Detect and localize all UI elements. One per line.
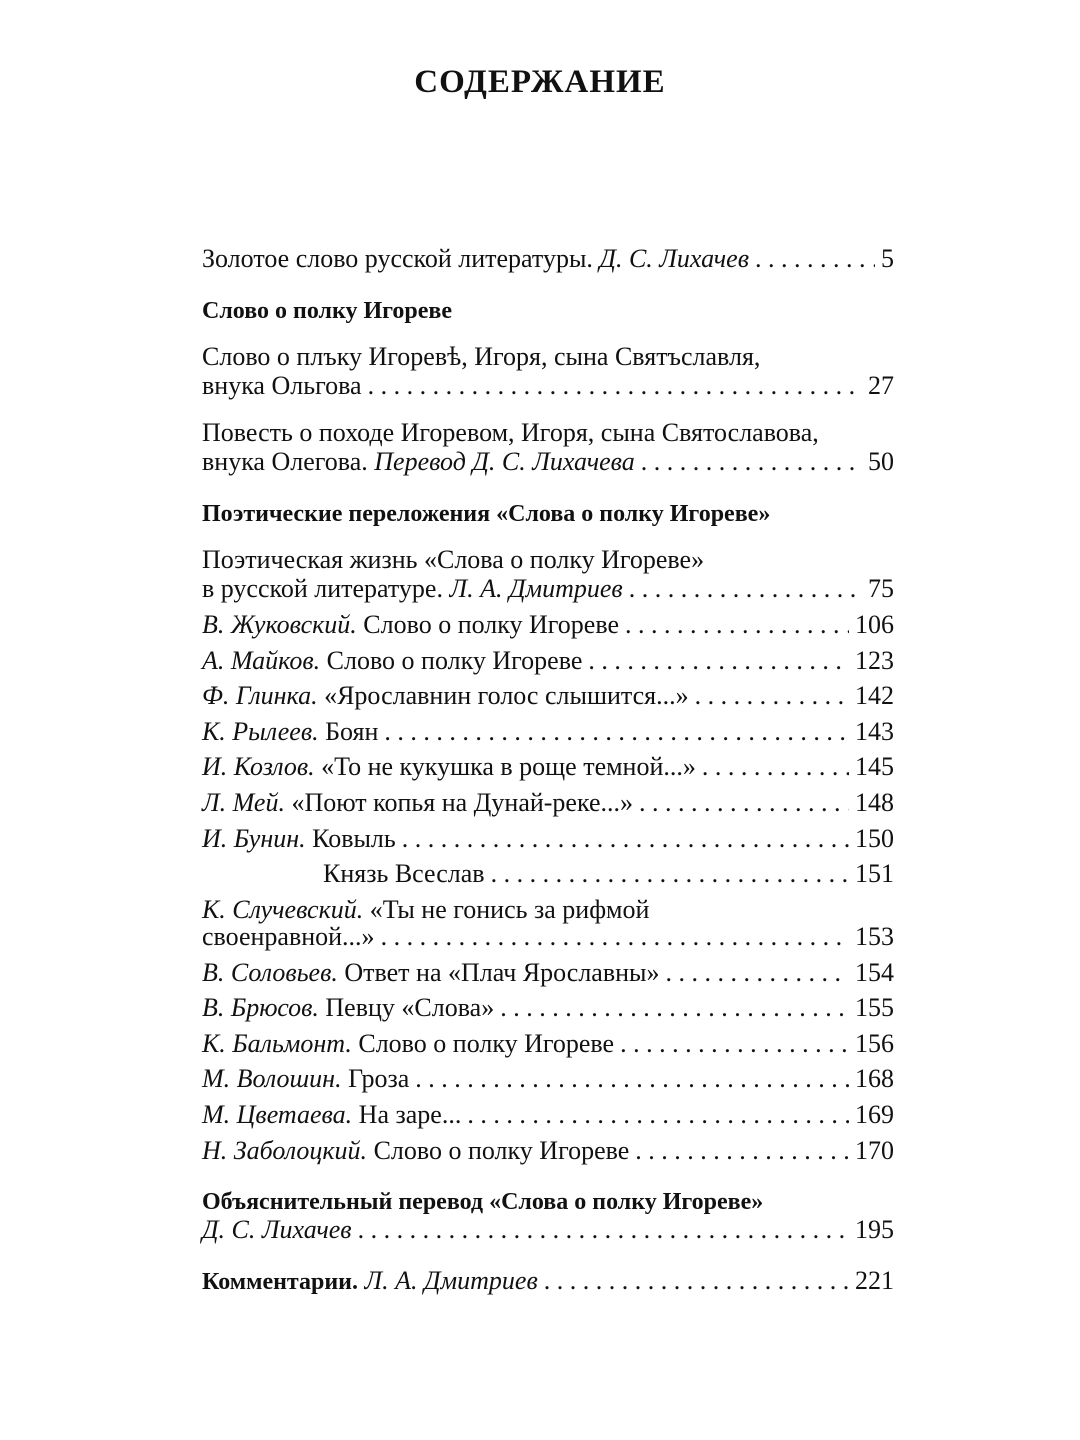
dot-leader [641, 447, 862, 477]
toc-entry-intro [202, 244, 894, 274]
entry-author: К. Случевский. [202, 895, 364, 924]
page-number: 150 [855, 824, 894, 853]
toc-entry [202, 646, 894, 676]
entry-title: Ковыль [312, 824, 396, 853]
page-number: 148 [855, 788, 894, 817]
page-number: 142 [855, 681, 894, 710]
entry-title-line2: внука Ольгова [202, 371, 362, 400]
entry-title-line2: внука Олегова. [202, 447, 368, 476]
entry-title: «То не кукушка в роще темной...» [321, 752, 696, 781]
entry-title: «Ты не гонись за рифмой [369, 895, 650, 924]
page-number: 195 [855, 1215, 894, 1244]
page-number: 169 [855, 1100, 894, 1129]
entry-author: И. Козлов. [202, 752, 315, 781]
entry-author: К. Бальмонт. [202, 1029, 352, 1058]
page-number: 75 [868, 574, 894, 603]
toc-entry-translation [202, 447, 894, 477]
dot-leader [491, 859, 849, 889]
entry-author: К. Рылеев. [202, 717, 319, 746]
entry-title-line1: Слово о плъку Игоревѣ, Игоря, сына Святъславля, [202, 342, 761, 371]
entry-title: Князь Всеслав [323, 859, 485, 888]
dot-leader [358, 1215, 849, 1245]
toc-entry [202, 1029, 894, 1059]
page-title: СОДЕРЖАНИЕ [414, 64, 666, 100]
dot-leader [381, 922, 849, 952]
entry-author: Перевод Д. С. Лихачева [374, 447, 635, 476]
entry-author: М. Волошин. [202, 1064, 342, 1093]
entry-author: В. Жуковский. [202, 610, 357, 639]
dot-leader [625, 610, 849, 640]
entry-title-line1: Повесть о походе Игоревом, Игоря, сына Святославова, [202, 418, 819, 447]
entry-title-line2: в русской литературе. [202, 574, 443, 603]
entry-title: «Поют копья на Дунай-реке...» [291, 788, 633, 817]
page-number: 170 [855, 1136, 894, 1165]
toc-entry [202, 824, 894, 854]
entry-author: М. Цветаева. [202, 1100, 353, 1129]
toc-entry-explanatory [202, 1215, 894, 1245]
entry-title: Боян [325, 717, 379, 746]
section-heading-explanatory: Объяснительный перевод «Слова о полку Игореве» [202, 1189, 764, 1215]
entry-title: Слово о полку Игореве [363, 610, 620, 639]
page-number: 154 [855, 958, 894, 987]
dot-leader [639, 788, 849, 818]
entry-title: «Ярославнин голос слышится...» [324, 681, 689, 710]
dot-leader [500, 993, 849, 1023]
toc-entry [202, 922, 894, 952]
dot-leader [368, 371, 862, 401]
entry-author: Н. Заболоцкий. [202, 1136, 368, 1165]
entry-author: Д. С. Лихачев [202, 1215, 352, 1244]
entry-title: Слово о полку Игореве [373, 1136, 630, 1165]
dot-leader [402, 824, 849, 854]
entry-author: Л. А. Дмитриев [449, 574, 623, 603]
page-number: 27 [868, 371, 894, 400]
toc-entry [202, 1136, 894, 1166]
toc-entry [202, 681, 894, 711]
entry-title-line1: Поэтическая жизнь «Слова о полку Игореве» [202, 545, 705, 574]
page-number: 153 [855, 922, 894, 951]
entry-author: А. Майков. [202, 646, 321, 675]
entry-title-line2: своенравной...» [202, 922, 375, 951]
toc-entry [202, 993, 894, 1023]
toc-entry [202, 1064, 894, 1094]
page-number: 106 [855, 610, 894, 639]
toc-entry [202, 1100, 894, 1130]
page-number: 123 [855, 646, 894, 675]
dot-leader [544, 1266, 849, 1296]
dot-leader [666, 958, 849, 988]
table-of-contents [202, 0, 894, 1440]
toc-entry [202, 610, 894, 640]
entry-title: Гроза [348, 1064, 410, 1093]
dot-leader [695, 681, 849, 711]
entry-title: Золотое слово русской литературы. [202, 244, 593, 273]
toc-entry [202, 958, 894, 988]
entry-title: Комментарии. [202, 1269, 359, 1295]
dot-leader [588, 646, 849, 676]
entry-author: Ф. Глинка. [202, 681, 318, 710]
entry-title: Ответ на «Плач Ярославны» [344, 958, 660, 987]
dot-leader [755, 244, 875, 274]
entry-title: Слово о полку Игореве [358, 1029, 615, 1058]
toc-entry [202, 788, 894, 818]
dot-leader [467, 1100, 849, 1130]
page-number: 155 [855, 993, 894, 1022]
toc-entry-original-text [202, 371, 894, 401]
entry-author: Л. Мей. [202, 788, 285, 817]
page-number: 151 [855, 859, 894, 888]
entry-author: Л. А. Дмитриев [364, 1266, 538, 1295]
toc-entry [202, 859, 894, 889]
toc-entry [202, 752, 894, 782]
entry-author: В. Соловьев. [202, 958, 338, 987]
entry-title: Слово о полку Игореве [326, 646, 583, 675]
entry-author: Д. С. Лихачев [599, 244, 749, 273]
dot-leader [620, 1029, 849, 1059]
dot-leader [629, 574, 862, 604]
entry-author: В. Брюсов. [202, 993, 319, 1022]
page-number: 145 [855, 752, 894, 781]
page-number: 5 [881, 244, 894, 273]
toc-entry [202, 717, 894, 747]
toc-entry-comments [202, 1266, 894, 1297]
entry-title-line1 [202, 895, 649, 925]
dot-leader [702, 752, 849, 782]
page-number: 156 [855, 1029, 894, 1058]
toc-entry-essay [202, 574, 894, 604]
dot-leader [415, 1064, 849, 1094]
page-number: 168 [855, 1064, 894, 1093]
entry-author: И. Бунин. [202, 824, 306, 853]
page-number: 50 [868, 447, 894, 476]
dot-leader [635, 1136, 849, 1166]
entry-title: Певцу «Слова» [325, 993, 495, 1022]
dot-leader [384, 717, 849, 747]
page-number: 143 [855, 717, 894, 746]
page-number: 221 [855, 1266, 894, 1295]
entry-title: На заре... [358, 1100, 462, 1129]
section-heading-poetic: Поэтические переложения «Слова о полку Игореве» [202, 501, 771, 527]
section-heading-slovo: Слово о полку Игореве [202, 298, 453, 324]
